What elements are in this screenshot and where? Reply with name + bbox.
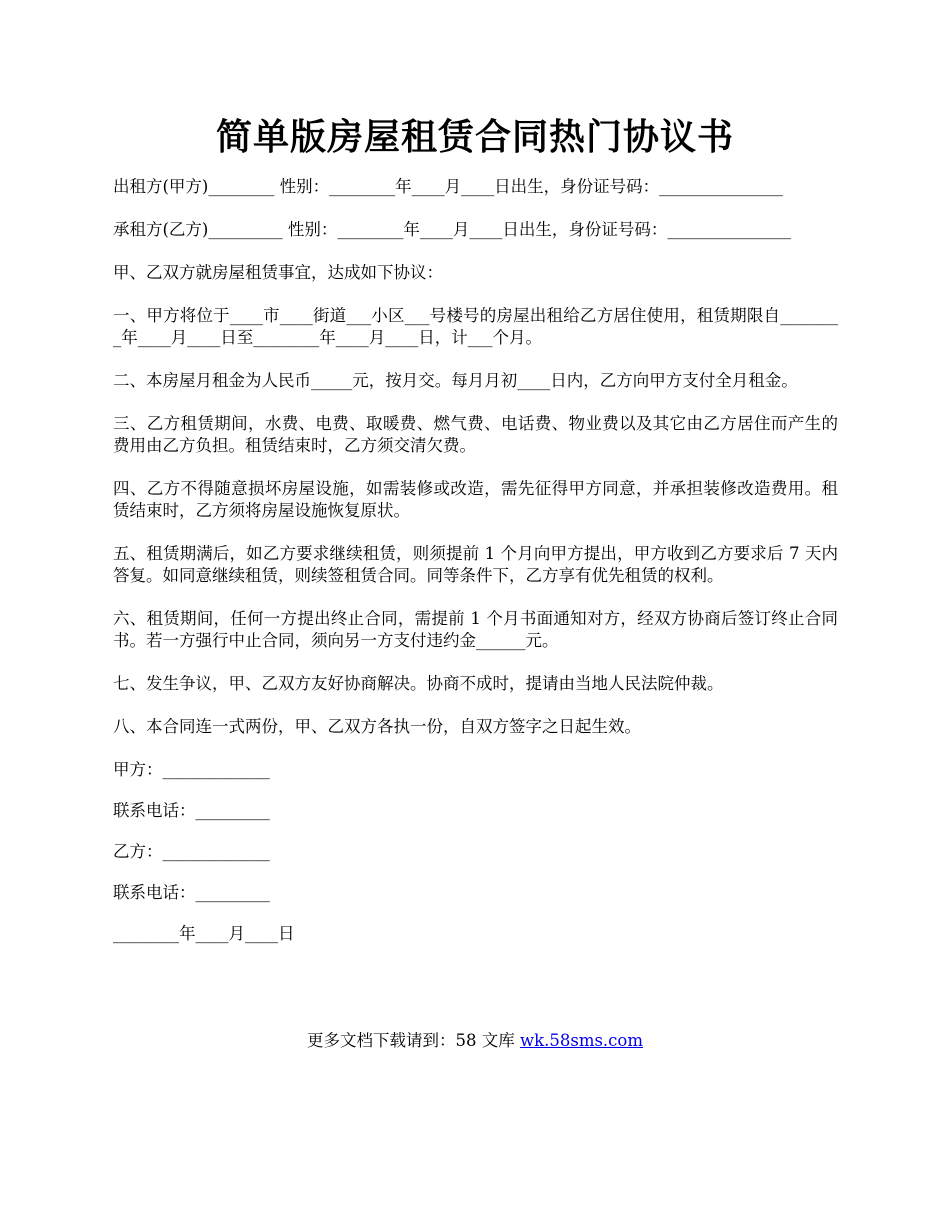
signature-date: ________年____月____日 bbox=[113, 924, 295, 943]
clause-6: 六、租赁期间，任何一方提出终止合同，需提前 1 个月书面通知对方，经双方协商后签订终止合同书。若一方强行中止合同，须向另一方支付违约金______元。 bbox=[113, 609, 838, 650]
clause-1: 一、甲方将位于____市____街道___小区___号楼号的房屋出租给乙方居住使用，租赁期限自________年____月____日至________年____月____日，计___个月。 bbox=[113, 306, 838, 347]
footer-text: 更多文档下载请到：58 文库 bbox=[306, 1031, 520, 1050]
document-title: 简单版房屋租赁合同热门协议书 bbox=[215, 116, 734, 158]
clause-3: 三、乙方租赁期间，水费、电费、取暖费、燃气费、电话费、物业费以及其它由乙方居住而产生的费用由乙方负担。租赁结束时，乙方须交清欠费。 bbox=[113, 414, 838, 455]
clause-4: 四、乙方不得随意损坏房屋设施，如需装修或改造，需先征得甲方同意，并承担装修改造费用。租赁结束时，乙方须将房屋设施恢复原状。 bbox=[113, 479, 838, 520]
paragraph-lessee: 承租方(乙方)_________ 性别：________年____月____日出生，身份证号码：_______________ bbox=[113, 220, 792, 239]
clause-8: 八、本合同连一式两份，甲、乙双方各执一份，自双方签字之日起生效。 bbox=[113, 717, 641, 736]
paragraph-intro: 甲、乙双方就房屋租赁事宜，达成如下协议： bbox=[113, 263, 443, 282]
signature-party-b: 乙方：_____________ bbox=[113, 842, 270, 861]
signature-phone-a: 联系电话：_________ bbox=[113, 801, 270, 820]
footer-link[interactable]: wk.58sms.com bbox=[519, 1031, 643, 1050]
paragraph-lessor: 出租方(甲方)________ 性别：________年____月____日出生，身份证号码：_______________ bbox=[113, 177, 783, 196]
clause-5: 五、租赁期满后，如乙方要求继续租赁，则须提前 1 个月向甲方提出，甲方收到乙方要求后 7 天内答复。如同意继续租赁，则续签租赁合同。同等条件下，乙方享有优先租赁的权利。 bbox=[113, 544, 838, 585]
signature-party-a: 甲方：_____________ bbox=[113, 760, 270, 779]
clause-7: 七、发生争议，甲、乙双方友好协商解决。协商不成时，提请由当地人民法院仲裁。 bbox=[113, 674, 724, 693]
footer-download-note bbox=[0, 1030, 950, 1052]
document-body bbox=[113, 176, 838, 964]
signature-phone-b: 联系电话：_________ bbox=[113, 883, 270, 902]
clause-2: 二、本房屋月租金为人民币_____元，按月交。每月月初____日内，乙方向甲方支付全月租金。 bbox=[113, 371, 798, 390]
